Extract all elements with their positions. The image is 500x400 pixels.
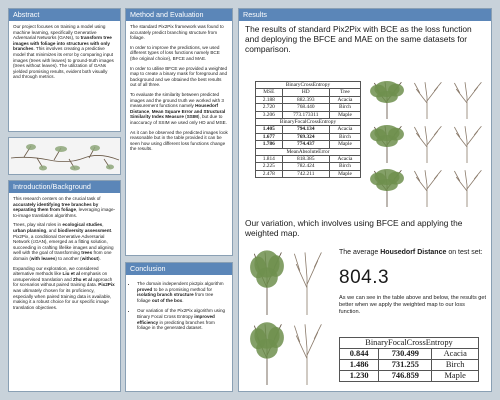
intro-text: , and xyxy=(46,227,58,233)
method-paragraph: As it can be observed the predicted images look reasonable but in the table provided it can be seen how using different loss functions change the results. xyxy=(130,129,228,152)
metric-label xyxy=(339,249,489,258)
method-panel xyxy=(125,8,233,256)
tree-foliage-image xyxy=(370,125,404,163)
table-cell: Maple xyxy=(329,170,360,177)
table-row xyxy=(256,163,361,170)
table-cell: Birch xyxy=(432,360,479,371)
table-cell: 1.814 xyxy=(256,156,283,163)
branch-illustration xyxy=(8,137,121,175)
table-cell: 1.486 xyxy=(340,360,379,371)
method-text: To evaluate the similarity between predicted images and the ground truth we worked with 3 measurement functions namely xyxy=(130,91,224,109)
table-row xyxy=(340,360,479,371)
tree-branch-image xyxy=(454,82,481,119)
table-cell: Maple xyxy=(432,371,479,382)
table-column-header: Tree xyxy=(329,89,360,96)
table-cell: Birch xyxy=(329,163,360,170)
table-cell: Acacia xyxy=(329,96,360,103)
table-cell: 773.173311 xyxy=(282,111,329,118)
table-cell: 1.786 xyxy=(256,141,283,148)
abstract-body xyxy=(9,21,120,87)
intro-bold: without xyxy=(81,255,99,261)
table-cell: 2.478 xyxy=(256,170,283,177)
table-cell: Acacia xyxy=(329,156,360,163)
conclusion-text: . xyxy=(182,297,184,303)
table-row xyxy=(256,104,361,111)
intro-bold: urban planning xyxy=(13,227,47,233)
tree-comparison-grid xyxy=(367,77,489,209)
table-cell: 1.230 xyxy=(340,371,379,382)
table-cell: 1.677 xyxy=(256,133,283,140)
intro-header: Introduction/Background xyxy=(9,181,120,193)
table-row xyxy=(256,111,361,118)
conclusion-bold: out of the box xyxy=(151,297,183,303)
method-bold: Housedorf Distance xyxy=(130,103,219,114)
conclusion-text: The domain independent pix2pix algorithm xyxy=(137,281,224,286)
intro-text: approach for scenarios without paired training data. xyxy=(13,276,113,288)
conclusion-text: Our variation of the Pix2Pix algorithm using Binary Focal Cross Entropy xyxy=(137,308,226,319)
abstract-text: Our project focuses on training a model using machine learning, specifically Generative Adversarial Networks (GANs), to xyxy=(13,24,106,41)
method-text: ), but due to inaccuracy of SSIM we used only HD and MSE. xyxy=(130,114,228,125)
results-table-2 xyxy=(339,337,479,382)
tree-foliage-image xyxy=(370,81,404,119)
tree-branch-image xyxy=(294,252,321,315)
table-row xyxy=(256,126,361,133)
conclusion-bold: improved efficiency xyxy=(137,313,215,325)
intro-bold: with leaves xyxy=(30,255,56,261)
method-bold: Mean Square Error and Structural Similarity Index Measure xyxy=(130,108,226,120)
method-bold: SSIM xyxy=(186,114,198,120)
intro-bold: Liu et al xyxy=(62,271,80,277)
tree-branch-image xyxy=(294,324,321,385)
metric-label-text: The average xyxy=(339,249,381,256)
tree-branch-image xyxy=(414,82,441,119)
conclusion-body xyxy=(126,275,232,334)
intro-bold: Zhu et al xyxy=(73,276,92,282)
intro-bold: trees xyxy=(81,250,93,256)
results-heading: The results of standard Pix2Pix with BCE as the loss function and deploying the BFCE and MAE on the same datasets for comparison. xyxy=(245,24,472,54)
tree-branch-image xyxy=(414,126,441,163)
conclusion-text: to be a promising method for xyxy=(152,286,213,292)
intro-text: was ultimately chosen for its proficiency, especially when paired training data is available, making it a robust choice for our specific image translation objectives. xyxy=(13,287,112,310)
tree-foliage-image xyxy=(250,250,284,315)
table-column-header: MSE xyxy=(256,89,283,96)
table-section-label: MeanAbsoluteError xyxy=(256,148,361,155)
method-text: , xyxy=(149,108,152,114)
intro-body xyxy=(9,193,120,317)
table-cell: 2.720 xyxy=(256,104,283,111)
intro-bold: biodiversity assessment xyxy=(57,227,112,233)
results-header: Results xyxy=(239,9,491,21)
method-paragraph: In order to improve the predictions, we used different types of loss functions namely BCE (the original choice), BFCE and MAE. xyxy=(130,44,220,61)
table-cell: 2.225 xyxy=(256,163,283,170)
intro-text: emphasis on unsupervised translation and xyxy=(13,271,108,282)
table-section-label: BinaryFocalCrossEntropy xyxy=(256,119,361,126)
tree-branch-image xyxy=(414,170,441,207)
abstract-text-2: . This involves creating a predictive model that minimizes its error by comparing input images (trees with leaves) to ground-truth images (trees without leaves). The utilization of GANs yielded promising results, evident both visually and through metrics. xyxy=(13,46,114,80)
method-paragraph: In order to utilise BFCE we provided a weighted map to create a binary mask for foreground and background and we obtained the best results out of all three. xyxy=(130,65,228,88)
intro-text: , leveraging image-to-image translation algorithms. xyxy=(13,207,116,218)
table-cell: Acacia xyxy=(432,349,479,360)
table-cell: 3.206 xyxy=(256,111,283,118)
conclusion-bold: proved xyxy=(137,286,153,292)
intro-text: from one domain ( xyxy=(13,250,112,261)
intro-bold: Pix2Pix xyxy=(98,282,115,288)
conclusion-header: Conclusion xyxy=(126,263,232,275)
table-row xyxy=(340,371,479,382)
method-text: ( xyxy=(183,114,187,120)
method-body xyxy=(126,21,232,159)
intro-bold: accurately identifying tree branches by separating them from foliage xyxy=(13,201,99,213)
intro-text: . Pix2Pix, a conditional Generative Adversarial Network (cGAN), emerged as a fitting solution, succeeding in crafting lifelike images and aligning well with the goal of transforming xyxy=(13,227,114,256)
table-cell: 782.424 xyxy=(282,163,329,170)
intro-text: ) to another ( xyxy=(55,255,82,261)
metric-note: As we can see in the table above and below, the results get better when we apply the weighted map to our loss function. xyxy=(339,295,487,315)
table-cell: 774.437 xyxy=(282,141,329,148)
intro-text: , xyxy=(102,222,104,228)
table-row xyxy=(256,141,361,148)
table-cell: Birch xyxy=(329,104,360,111)
table-cell: 746.859 xyxy=(379,371,432,382)
intro-text: Trees, play vital roles in xyxy=(13,222,63,228)
intro-text: Expanding our exploration, we considered alternative methods like xyxy=(13,265,99,277)
table-section-label: BinaryCrossEntropy xyxy=(256,82,361,89)
metric-label-bold: Housedorf Distance xyxy=(380,249,447,256)
table-cell: Maple xyxy=(329,141,360,148)
table-cell: 769.324 xyxy=(282,133,329,140)
tree-foliage-image xyxy=(370,169,404,207)
branch-image xyxy=(9,138,122,176)
conclusion-bullet xyxy=(137,281,228,303)
abstract-panel xyxy=(8,8,121,132)
method-header: Method and Evaluation xyxy=(126,9,232,21)
conclusion-text: from tree foliage xyxy=(137,292,214,303)
table-column-header: HD xyxy=(282,89,329,96)
intro-panel xyxy=(8,180,121,392)
table-cell: 882.393 xyxy=(282,96,329,103)
tree-pair-illustration xyxy=(247,247,327,387)
results-table-1 xyxy=(255,81,361,178)
table-cell: 794.134 xyxy=(282,126,329,133)
conclusion-panel xyxy=(125,262,233,392)
table-row xyxy=(256,156,361,163)
table-cell: Acacia xyxy=(329,126,360,133)
results-subheading: Our variation, which involves using BFCE and applying the weighted map. xyxy=(245,218,463,238)
method-paragraph: The standard Pix2Pix framework was found to accurately predict branching structure from foliage. xyxy=(130,24,224,41)
abstract-header: Abstract xyxy=(9,9,120,21)
table-cell: 731.255 xyxy=(379,360,432,371)
table-row xyxy=(256,133,361,140)
table-cell: Maple xyxy=(329,111,360,118)
table-cell: 768.440 xyxy=(282,104,329,111)
tree-branch-image xyxy=(454,170,481,207)
conclusion-text: in predicting branches from foliage in the generated dataset. xyxy=(137,319,215,331)
results-panel xyxy=(238,8,492,392)
table-cell: 2.188 xyxy=(256,96,283,103)
table-cell: Birch xyxy=(329,133,360,140)
metric-label-text: on test set: xyxy=(446,249,483,256)
table-row xyxy=(256,170,361,177)
metric-value: 804.3 xyxy=(339,267,390,288)
tree-branch-image xyxy=(454,126,481,163)
intro-text: ). xyxy=(98,255,101,261)
table-row xyxy=(340,349,479,360)
table-cell: 730.499 xyxy=(379,349,432,360)
table-cell: 0.844 xyxy=(340,349,379,360)
table-row xyxy=(256,96,361,103)
table-section-label: BinaryFocalCrossEntropy xyxy=(340,338,479,349)
table-cell: 818.385 xyxy=(282,156,329,163)
conclusion-bold: isolating branch structure xyxy=(137,292,194,298)
abstract-bold: transform tree images with foliage into structures with only branches xyxy=(13,35,112,52)
tree-foliage-image xyxy=(250,322,284,385)
intro-bold: ecological studies xyxy=(62,222,103,228)
intro-text: This research centers on the crucial task of xyxy=(13,196,101,201)
conclusion-bullet xyxy=(137,308,228,330)
table-cell: 742.211 xyxy=(282,170,329,177)
table-cell: 1.405 xyxy=(256,126,283,133)
